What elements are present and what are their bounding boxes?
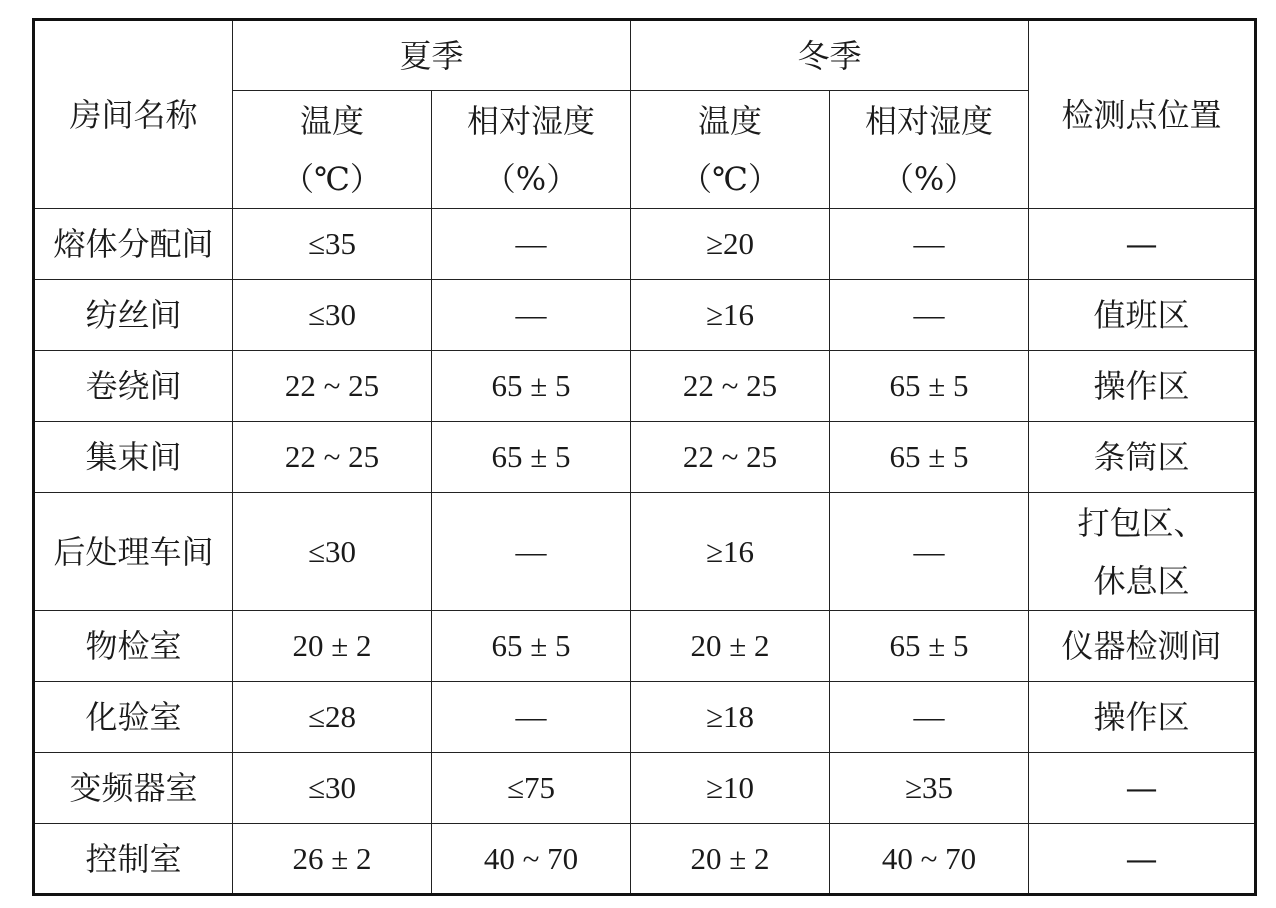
table-row [34,682,1256,753]
header-winter: 冬季 [631,20,1029,91]
summer-rh: 40 ~ 70 [432,824,631,895]
rh-unit: （%） [881,159,977,198]
rh-label: 相对湿度 [865,101,994,140]
check-point [1029,493,1256,611]
room-name: 熔体分配间 [34,209,233,280]
summer-rh: — [432,209,631,280]
table-row [34,493,1256,611]
winter-temp: 20 ± 2 [631,824,830,895]
summer-temp: 22 ~ 25 [233,422,432,493]
check-point: 操作区 [1029,351,1256,422]
winter-rh: 65 ± 5 [830,422,1029,493]
winter-temp: 22 ~ 25 [631,422,830,493]
summer-temp: ≤28 [233,682,432,753]
header-summer-temp [233,91,432,209]
table-row [34,611,1256,682]
table-row [34,209,1256,280]
room-name: 变频器室 [34,753,233,824]
header-summer: 夏季 [233,20,631,91]
winter-rh: — [830,493,1029,611]
room-name: 集束间 [34,422,233,493]
check-point: — [1029,753,1256,824]
summer-rh: ≤75 [432,753,631,824]
table-row [34,753,1256,824]
header-winter-temp [631,91,830,209]
check-point: 条筒区 [1029,422,1256,493]
table-row [34,280,1256,351]
winter-temp: 22 ~ 25 [631,351,830,422]
summer-temp: 26 ± 2 [233,824,432,895]
winter-rh: 40 ~ 70 [830,824,1029,895]
header-row-1 [34,20,1256,91]
winter-rh: ≥35 [830,753,1029,824]
summer-rh: — [432,280,631,351]
room-name: 纺丝间 [34,280,233,351]
summer-rh: 65 ± 5 [432,351,631,422]
winter-rh: 65 ± 5 [830,611,1029,682]
winter-temp: ≥10 [631,753,830,824]
temp-label: 温度 [698,101,763,140]
rh-unit: （%） [483,159,579,198]
room-name: 控制室 [34,824,233,895]
winter-temp: ≥16 [631,280,830,351]
winter-temp: ≥16 [631,493,830,611]
summer-temp: ≤30 [233,280,432,351]
check-point: — [1029,824,1256,895]
header-check-point: 检测点位置 [1029,20,1256,209]
summer-temp: ≤30 [233,753,432,824]
winter-temp: ≥20 [631,209,830,280]
check-point: 操作区 [1029,682,1256,753]
room-name: 后处理车间 [34,493,233,611]
winter-rh: — [830,682,1029,753]
check-point-line-1: 打包区、 [1077,503,1206,542]
summer-rh: — [432,493,631,611]
header-summer-rh [432,91,631,209]
table-row [34,422,1256,493]
winter-temp: ≥18 [631,682,830,753]
header-winter-rh [830,91,1029,209]
room-name: 化验室 [34,682,233,753]
check-point: 值班区 [1029,280,1256,351]
check-point-line-2: 休息区 [1093,561,1190,600]
check-point: — [1029,209,1256,280]
summer-rh: 65 ± 5 [432,611,631,682]
room-name: 物检室 [34,611,233,682]
table-row [34,824,1256,895]
summer-temp: 20 ± 2 [233,611,432,682]
temp-label: 温度 [299,101,364,140]
summer-rh: 65 ± 5 [432,422,631,493]
design-parameters-table [32,18,1257,896]
winter-rh: 65 ± 5 [830,351,1029,422]
temp-unit: （℃） [680,159,780,198]
winter-rh: — [830,209,1029,280]
summer-temp: ≤35 [233,209,432,280]
summer-temp: ≤30 [233,493,432,611]
table-row [34,351,1256,422]
summer-rh: — [432,682,631,753]
header-room-name: 房间名称 [34,20,233,209]
summer-temp: 22 ~ 25 [233,351,432,422]
temp-unit: （℃） [282,159,382,198]
room-name: 卷绕间 [34,351,233,422]
check-point: 仪器检测间 [1029,611,1256,682]
winter-rh: — [830,280,1029,351]
rh-label: 相对湿度 [467,101,596,140]
winter-temp: 20 ± 2 [631,611,830,682]
